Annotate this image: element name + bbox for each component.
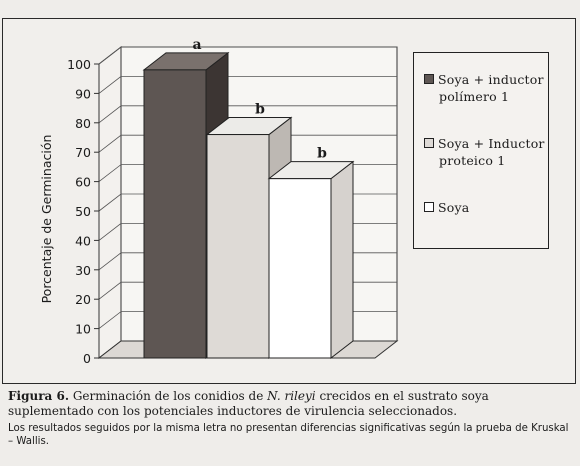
legend-item-soya [424,199,548,216]
y-tick-label-30: 30 [75,262,91,278]
bar-letter-0: a [192,36,202,53]
caption-note: Los resultados seguidos por la misma letra no presentan diferencias significativas según la prueba de Kruskal – Wallis. [8,423,569,447]
legend-label-polimero-line1: Soya + inductor [438,72,544,87]
figure-label: Figura 6. [8,389,69,403]
legend-label-soya: Soya [438,200,470,215]
bar-side-2 [331,162,353,358]
caption-main [8,389,574,419]
y-axis-title: Porcentaje de Germinación [39,134,54,304]
y-tick-label-50: 50 [75,204,91,219]
caption-text-after: crecidos en el sustrato soya suplementado con los potenciales inductores de virulencia seleccionados. [8,389,489,418]
caption-species: N. rileyi [267,389,316,403]
y-tick-label-70: 70 [75,145,91,161]
bar-front-0 [144,70,206,358]
legend-label-proteico-line1: Soya + Inductor [438,136,545,151]
legend-label-polimero-line2: polímero 1 [439,89,510,104]
legend-swatch-soya [424,202,434,212]
y-tick-label-40: 40 [75,233,91,249]
bar-letter-1: b [255,101,265,118]
caption-text-before: Germinación de los conidios de [69,389,268,403]
y-tick-label-60: 60 [75,174,91,190]
bar-front-2 [269,179,331,358]
chart-legend [413,52,549,249]
y-tick-label-90: 90 [75,86,91,102]
legend-item-proteico [424,135,548,169]
legend-label-proteico-line2: proteico 1 [439,153,506,168]
legend-swatch-polimero [424,74,434,84]
figure-caption [8,389,574,448]
y-tick-label-20: 20 [75,292,91,308]
bar-letter-2: b [317,145,327,162]
y-tick-label-0: 0 [83,351,91,366]
y-tick-label-10: 10 [75,321,91,337]
legend-item-polimero [424,71,548,105]
y-tick-label-80: 80 [75,115,91,131]
legend-swatch-proteico [424,138,434,148]
bar-front-1 [207,135,269,358]
y-tick-label-100: 100 [67,57,91,72]
